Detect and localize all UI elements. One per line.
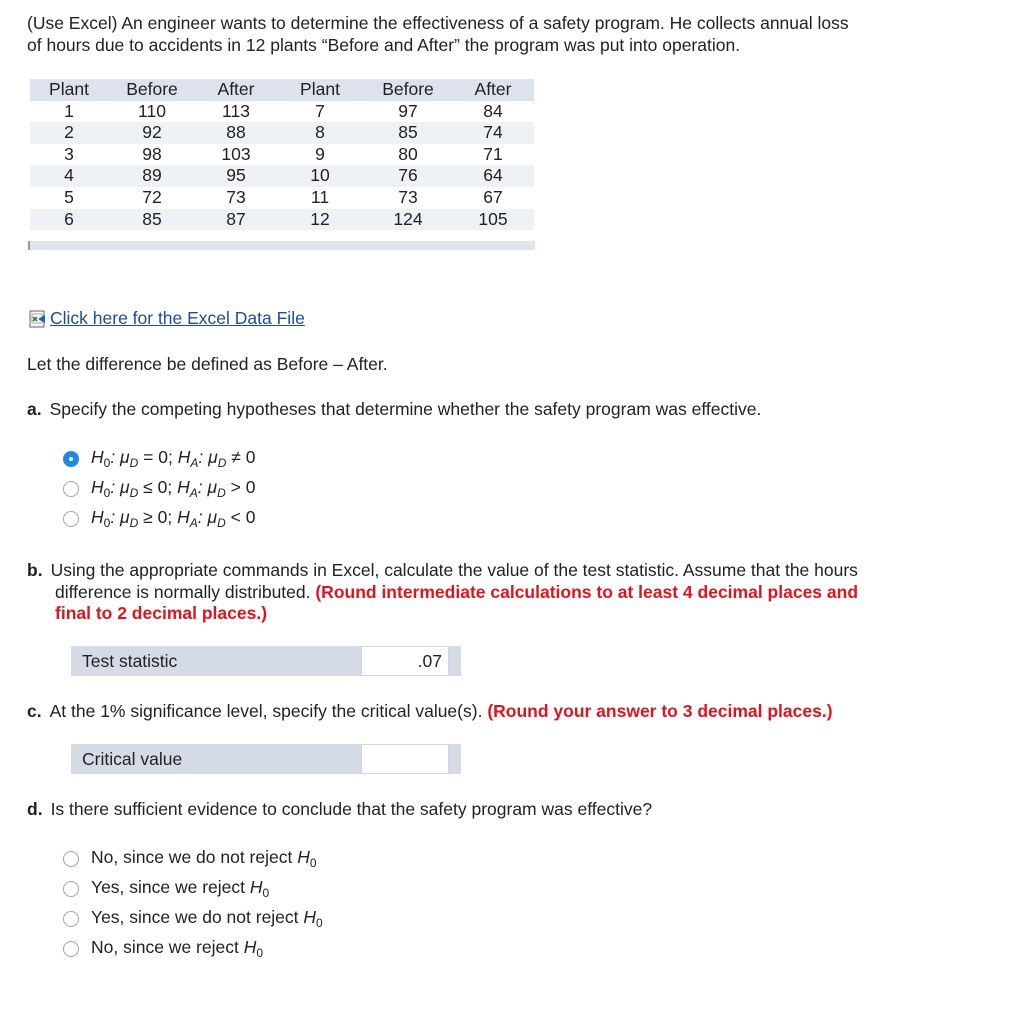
table-cell: 105: [452, 209, 534, 231]
hypothesis-text: $H_0$: $\mu_D \ge 0$; $H_A$: $\mu_D < 0$: [91, 507, 256, 530]
table-cell: 110: [138, 100, 166, 121]
table-cell: 84: [483, 100, 503, 121]
part-c-question: c. At the 1% significance level, specify the critical value(s). (Round your answer to 3 decimal places.): [27, 701, 833, 721]
table-cell: 11: [310, 186, 330, 207]
table-header: Plant: [276, 79, 364, 101]
hypothesis-text: $H_0$: $\mu_D \le 0$; $H_A$: $\mu_D > 0$: [91, 477, 256, 500]
test-statistic-row: [71, 646, 461, 676]
conclusion-option-1[interactable]: [63, 847, 317, 870]
table-cell: 67: [483, 186, 503, 207]
table-cell: 5: [64, 186, 74, 207]
conclusion-option-3[interactable]: [63, 907, 323, 930]
part-a-question: [27, 399, 761, 420]
test-statistic-label: Test statistic: [71, 646, 361, 676]
table-row: [30, 187, 534, 209]
table-cell: 72: [142, 186, 162, 207]
part-a-text: Specify the competing hypotheses that determine whether the safety program was effective.: [49, 399, 762, 419]
table-row: [30, 101, 534, 123]
radio-icon[interactable]: [63, 851, 79, 867]
table-cell: 88: [196, 122, 276, 144]
table-cell: 4: [30, 165, 108, 187]
table-cell: 95: [196, 165, 276, 187]
radio-icon[interactable]: [63, 911, 79, 927]
table-cell: 103: [221, 143, 251, 164]
table-cell: 9: [315, 143, 325, 164]
part-a-letter: a.: [27, 399, 42, 419]
critical-value-input[interactable]: [361, 744, 449, 774]
part-b-question: b. Using the appropriate commands in Excel, calculate the value of the test statistic. Assume that the hours difference is normally distributed. (Round intermediate calculations to at least 4 decimal places and final to 2 decimal places.): [27, 560, 859, 623]
table-cell: 8: [276, 122, 364, 144]
table-header: Before: [108, 79, 196, 101]
excel-data-file-link[interactable]: [29, 308, 305, 329]
table-header: Plant: [30, 79, 108, 101]
conclusion-text: Yes, since we do not reject $H_0$: [91, 907, 323, 930]
critical-value-label: Critical value: [71, 744, 361, 774]
part-d-question: d. Is there sufficient evidence to conclude that the safety program was effective?: [27, 799, 653, 819]
conclusion-text: No, since we do not reject $H_0$: [91, 847, 317, 870]
table-header: After: [196, 79, 276, 101]
hypothesis-option-1[interactable]: [63, 447, 255, 470]
conclusion-text: Yes, since we reject $H_0$: [91, 877, 270, 900]
table-cell: 124: [364, 209, 452, 231]
table-cell: 3: [64, 143, 74, 164]
table-cell: 85: [108, 209, 196, 231]
conclusion-option-4[interactable]: [63, 937, 263, 960]
part-d-letter: d.: [27, 799, 43, 819]
table-cell: 10: [276, 165, 364, 187]
excel-file-icon: [29, 310, 47, 328]
table-cell: 89: [108, 165, 196, 187]
table-row: [30, 144, 534, 166]
table-cell: 85: [364, 122, 452, 144]
table-cell: 6: [30, 209, 108, 231]
table-row: [30, 165, 534, 187]
table-cell: 7: [315, 100, 325, 121]
table-cell: 97: [398, 100, 418, 121]
table-cell: 73: [226, 186, 246, 207]
radio-icon[interactable]: [63, 511, 79, 527]
table-cell: 64: [452, 165, 534, 187]
table-cell: 1: [64, 100, 74, 121]
test-statistic-input[interactable]: [361, 646, 449, 676]
problem-intro: [27, 12, 987, 56]
table-cell: 80: [398, 143, 418, 164]
hypothesis-text: $H_0$: $\mu_D = 0$; $H_A$: $\mu_D \ne 0$: [91, 447, 256, 470]
table-cell: 71: [483, 143, 503, 164]
hypothesis-option-3[interactable]: [63, 507, 255, 530]
critical-value-row: [71, 744, 461, 774]
table-cell: 113: [222, 100, 250, 121]
intro-line-2: of hours due to accidents in 12 plants “Before and After” the program was put into operation.: [27, 35, 741, 55]
table-row: [30, 209, 534, 231]
table-cell: 98: [142, 143, 162, 164]
table-header: Before: [364, 79, 452, 101]
radio-selected-icon[interactable]: [63, 451, 79, 467]
table-cell: 12: [276, 209, 364, 231]
data-table: [30, 79, 534, 230]
hypothesis-option-2[interactable]: [63, 477, 255, 500]
part-c-letter: c.: [27, 701, 42, 721]
table-cell: 92: [108, 122, 196, 144]
table-cell: 87: [196, 209, 276, 231]
table-cell: 2: [30, 122, 108, 144]
excel-link-label[interactable]: Click here for the Excel Data File: [50, 308, 305, 328]
answer-row-tail: [449, 646, 461, 676]
table-cell: 74: [452, 122, 534, 144]
radio-icon[interactable]: [63, 481, 79, 497]
table-scrollbar[interactable]: [28, 241, 535, 250]
table-row: [30, 122, 534, 144]
intro-line-1: (Use Excel) An engineer wants to determine the effectiveness of a safety program. He collects annual loss: [27, 13, 849, 33]
table-header: After: [452, 79, 534, 101]
part-b-letter: b.: [27, 560, 43, 580]
radio-icon[interactable]: [63, 941, 79, 957]
radio-icon[interactable]: [63, 881, 79, 897]
conclusion-option-2[interactable]: [63, 877, 269, 900]
table-cell: 76: [364, 165, 452, 187]
answer-row-tail: [449, 744, 461, 774]
difference-note: Let the difference be defined as Before – After.: [27, 354, 388, 374]
table-header-row: [30, 79, 534, 101]
conclusion-text: No, since we reject $H_0$: [91, 937, 264, 960]
table-cell: 73: [398, 186, 418, 207]
